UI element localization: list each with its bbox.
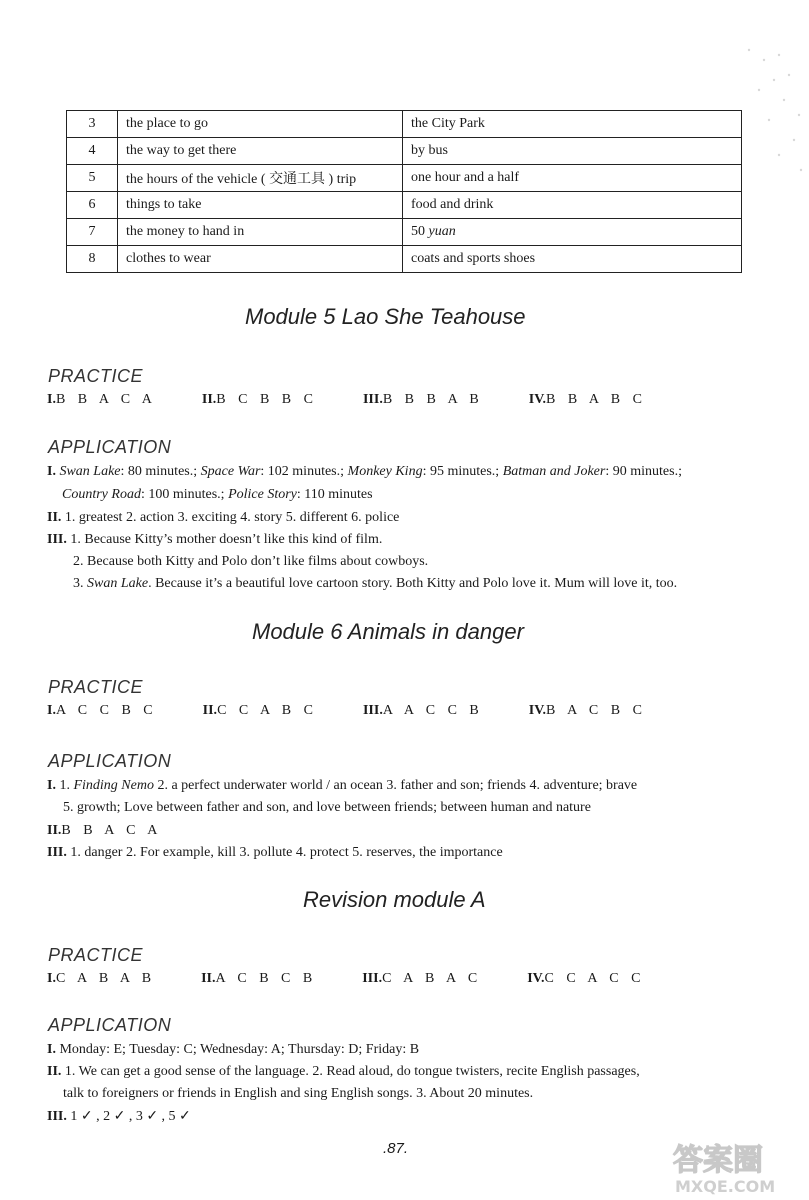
module-5-app-iii-1: III. 1. Because Kitty’s mother doesn’t like this kind of film. bbox=[47, 532, 383, 547]
table-cell-info: by bus bbox=[403, 138, 742, 165]
answer-table bbox=[66, 110, 742, 273]
watermark-line1: 答案圈 bbox=[673, 1143, 763, 1178]
module-5-practice-label: PRACTICE bbox=[48, 366, 144, 386]
page-number: .87. bbox=[383, 1140, 409, 1157]
module-5-app-iii-3: 3. Swan Lake. Because it’s a beautiful love cartoon story. Both Kitty and Polo love it. Mum will love it, too. bbox=[73, 576, 678, 591]
table-row bbox=[67, 219, 742, 246]
table-row bbox=[67, 192, 742, 219]
revision-a-app-i: I. Monday: E; Tuesday: C; Wednesday: A; Thursday: D; Friday: B bbox=[47, 1042, 420, 1057]
table-cell-number: 8 bbox=[67, 246, 118, 273]
module-5-title: Module 5 Lao She Teahouse bbox=[245, 304, 526, 329]
watermark-logo bbox=[671, 1136, 803, 1196]
table-cell-info: one hour and a half bbox=[403, 165, 742, 192]
table-cell-item: the money to hand in bbox=[118, 219, 403, 246]
table-cell-item: the hours of the vehicle ( 交通工具 ) trip bbox=[118, 165, 403, 192]
revision-a-practice-label: PRACTICE bbox=[48, 945, 144, 965]
table-cell-info: 50 yuan bbox=[403, 219, 742, 246]
module-5-app-i-line2: Country Road: 100 minutes.; Police Story: 110 minutes bbox=[62, 487, 373, 502]
module-6-app-iii: III. 1. danger 2. For example, kill 3. pollute 4. protect 5. reserves, the importance bbox=[47, 845, 503, 860]
module-5-app-ii: II. 1. greatest 2. action 3. exciting 4. story 5. different 6. police bbox=[47, 510, 400, 525]
table-cell-number: 4 bbox=[67, 138, 118, 165]
revision-a-app-ii-line1: II. 1. We can get a good sense of the language. 2. Read aloud, do tongue twisters, recite English passages, bbox=[47, 1064, 640, 1079]
table-cell-number: 5 bbox=[67, 165, 118, 192]
table-cell-info: the City Park bbox=[403, 111, 742, 138]
module-6-app-i-line2: 5. growth; Love between father and son, and love between friends; between human and nature bbox=[63, 800, 591, 815]
revision-a-practice-answers: I.C A B A B II.A C B C B III.C A B A C IV.C C A C C bbox=[47, 971, 641, 986]
module-6-app-ii: II.B B A C A bbox=[47, 823, 158, 838]
watermark-line2: MXQE.COM bbox=[675, 1177, 776, 1196]
module-6-application-label: APPLICATION bbox=[48, 751, 172, 771]
module-5-app-iii-2: 2. Because both Kitty and Polo don’t like films about cowboys. bbox=[73, 554, 429, 569]
module-6-practice-answers: I.A C C B C II.C C A B C III.A A C C B IV.B A C B C bbox=[47, 703, 642, 718]
table-cell-item: the place to go bbox=[118, 111, 403, 138]
table-row bbox=[67, 165, 742, 192]
module-5-app-i-line1: I. Swan Lake: 80 minutes.; Space War: 102 minutes.; Monkey King: 95 minutes.; Batman and Joker: 90 minutes.; bbox=[47, 464, 682, 479]
module-6-practice-label: PRACTICE bbox=[48, 677, 144, 697]
revision-a-app-iii: III. 1 ✓ , 2 ✓ , 3 ✓ , 5 ✓ bbox=[47, 1109, 191, 1124]
table-cell-number: 7 bbox=[67, 219, 118, 246]
module-6-title: Module 6 Animals in danger bbox=[252, 619, 524, 644]
table-cell-number: 6 bbox=[67, 192, 118, 219]
table-row bbox=[67, 138, 742, 165]
revision-a-app-ii-line2: talk to foreigners or friends in English and sing English songs. 3. About 20 minutes. bbox=[63, 1086, 534, 1101]
table-cell-item: the way to get there bbox=[118, 138, 403, 165]
module-5-practice-answers: I.B B A C A II.B C B B C III.B B B A B IV.B B A B C bbox=[47, 392, 642, 407]
table-row bbox=[67, 246, 742, 273]
table-cell-item: things to take bbox=[118, 192, 403, 219]
revision-a-application-label: APPLICATION bbox=[48, 1015, 172, 1035]
table-cell-info: coats and sports shoes bbox=[403, 246, 742, 273]
module-5-application-label: APPLICATION bbox=[48, 437, 172, 457]
table-row bbox=[67, 111, 742, 138]
table-cell-number: 3 bbox=[67, 111, 118, 138]
table-cell-info: food and drink bbox=[403, 192, 742, 219]
module-6-app-i-line1: I. 1. Finding Nemo 2. a perfect underwater world / an ocean 3. father and son; friends 4. adventure; brave bbox=[47, 778, 638, 793]
table-cell-item: clothes to wear bbox=[118, 246, 403, 273]
revision-a-title: Revision module A bbox=[303, 887, 486, 912]
